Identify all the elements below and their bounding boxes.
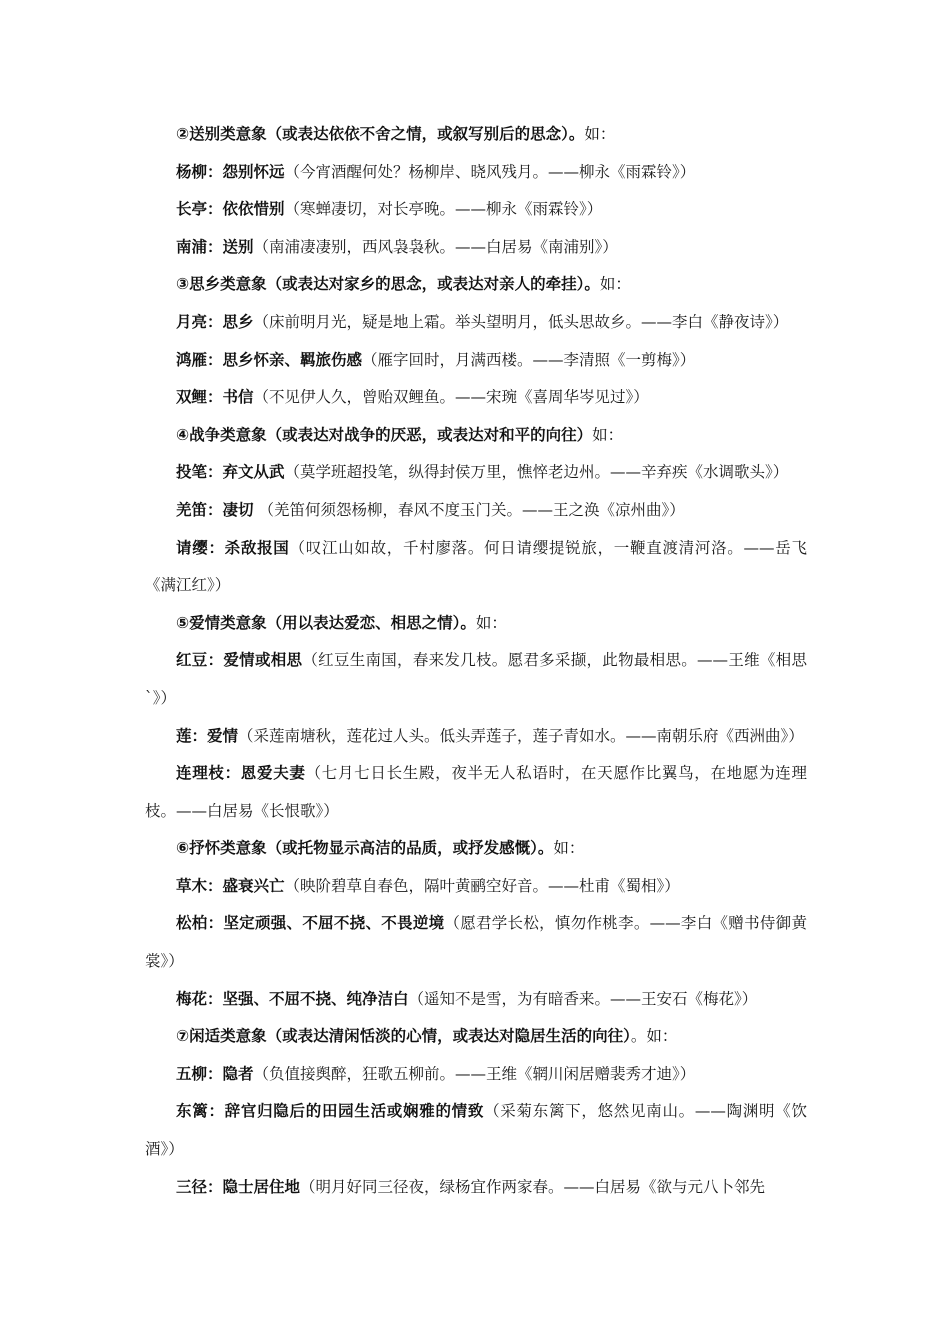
- entry-term: 羌笛: [176, 500, 208, 519]
- section-title: ④战争类意象（或表达对战争的厌恶，或表达对和平的向往）: [176, 425, 593, 444]
- entry-separator: ：: [224, 764, 241, 783]
- image-entry: [145, 342, 807, 380]
- entry-separator: ：: [208, 538, 225, 557]
- entry-separator: ：: [207, 237, 223, 256]
- entry-term: 三径: [176, 1177, 208, 1196]
- section-suffix: 如：: [584, 125, 616, 143]
- entry-meaning: 依依惜别: [222, 200, 285, 219]
- section-heading: [145, 417, 807, 455]
- section-title: ③思乡类意象（或表达对家乡的思念，或表达对亲人的牵挂）。: [176, 275, 600, 294]
- entry-term: 松柏: [176, 914, 208, 933]
- entry-separator: ：: [207, 876, 223, 895]
- entry-separator: ：: [207, 651, 224, 670]
- entry-separator: ：: [207, 463, 223, 482]
- entry-separator: ：: [207, 162, 223, 181]
- entry-example: （雁字回时，月满西楼。——李清照《一剪梅》）: [362, 350, 696, 369]
- image-entry: [145, 1056, 807, 1094]
- entry-separator: ：: [207, 500, 223, 519]
- entry-meaning: 恩爱夫妻: [240, 764, 306, 783]
- entry-example: （红豆生南国，春来发几枝。愿君多采撷，此物最相思。——王维《相思`》）: [145, 651, 807, 707]
- entry-separator: ：: [207, 989, 223, 1008]
- image-entry: [145, 718, 807, 756]
- entry-meaning: 思乡怀亲、羁旅伤感: [222, 350, 363, 369]
- image-entry: [145, 981, 807, 1019]
- entry-example: （负值接舆醉，狂歌五柳前。——王维《辋川闲居赠裴秀才迪》）: [253, 1064, 696, 1083]
- entry-term: 长亭: [176, 200, 208, 219]
- entry-example: （映阶碧草自春色，隔叶黄鹂空好音。——杜甫《蜀相》）: [284, 876, 680, 895]
- entry-example: （明月好同三径夜，绿杨宜作两家春。——白居易《欲与元八卜邻先: [300, 1177, 766, 1196]
- entry-meaning: 弃文从武: [222, 463, 285, 482]
- entry-example: （愿君学长松，慎勿作桃李。——李白《赠书侍御黄裳》）: [145, 914, 807, 971]
- section-title: ⑦闲适类意象（或表达清闲恬淡的心情，或表达对隐居生活的向往）: [176, 1027, 631, 1046]
- entry-term: 双鲤: [176, 388, 208, 407]
- entry-example: （寒蝉凄切，对长亭晚。——柳永《雨霖铃》）: [284, 200, 603, 219]
- entry-term: 五柳: [176, 1064, 208, 1083]
- entry-term: 请缨: [176, 538, 209, 557]
- entry-term: 草木: [176, 876, 208, 895]
- entry-term: 月亮: [176, 312, 208, 331]
- section-heading: [145, 1018, 807, 1056]
- image-entry: [145, 1093, 807, 1168]
- entry-separator: ：: [208, 1102, 225, 1121]
- entry-separator: ：: [207, 914, 224, 933]
- section-suffix: 如：: [553, 839, 585, 858]
- entry-separator: ：: [207, 312, 223, 331]
- entry-separator: ：: [207, 388, 223, 407]
- entry-example: （采莲南塘秋，莲花过人头。低头弄莲子，莲子青如水。——南朝乐府《西洲曲》）: [238, 726, 804, 745]
- entry-term: 东篱: [176, 1102, 209, 1121]
- entry-term: 投笔: [176, 463, 208, 482]
- section-suffix: 。如：: [630, 1027, 678, 1046]
- image-entry: [145, 1169, 807, 1207]
- image-entry: [145, 530, 807, 605]
- entry-meaning: 杀敌报国: [224, 538, 290, 557]
- section-heading: [145, 605, 807, 643]
- entry-term: 连理枝: [176, 764, 225, 783]
- entry-separator: ：: [207, 1177, 223, 1196]
- entry-meaning: 爱情或相思: [223, 651, 303, 670]
- entry-meaning: 爱情: [207, 726, 239, 745]
- section-suffix: 如：: [592, 425, 624, 444]
- document-page: [145, 116, 807, 1206]
- image-entry: [145, 642, 807, 717]
- entry-example: （叹江山如故，千村廖落。何日请缨提锐旅，一鞭直渡清河洛。——岳飞《满江红》）: [145, 538, 807, 595]
- entry-separator: ：: [191, 726, 208, 745]
- entry-term: 南浦: [176, 237, 208, 256]
- entry-meaning: 凄切: [222, 500, 254, 519]
- entry-example: （采菊东篱下，悠然见南山。——陶渊明《饮酒》）: [145, 1102, 807, 1159]
- entry-example: （莫学班超投笔，纵得封侯万里，憔悴老边州。——辛弃疾《水调歌头》）: [284, 463, 789, 482]
- image-entry: [145, 229, 807, 267]
- entry-meaning: 怨别怀远: [222, 162, 285, 181]
- section-heading: [145, 266, 807, 304]
- entry-example: （南浦凄凄别，西风袅袅秋。——白居易《南浦别》）: [253, 237, 618, 256]
- entry-term: 鸿雁: [176, 350, 208, 369]
- entry-separator: ：: [207, 1064, 223, 1083]
- entry-example: （羌笛何须怨杨柳，春风不度玉门关。——王之涣《凉州曲》）: [253, 500, 685, 519]
- entry-meaning: 隐士居住地: [222, 1177, 301, 1196]
- entry-example: （不见伊人久，曾贻双鲤鱼。——宋琬《喜周华岑见过》）: [253, 388, 649, 407]
- entry-meaning: 坚强、不屈不挠、纯净洁白: [222, 989, 409, 1008]
- entry-meaning: 送别: [222, 237, 254, 256]
- entry-meaning: 隐者: [222, 1064, 254, 1083]
- section-title: ②送别类意象（或表达依依不舍之情，或叙写别后的思念）。: [176, 125, 585, 143]
- entry-meaning: 坚定顽强、不屈不挠、不畏逆境: [223, 914, 445, 933]
- section-heading: [145, 116, 807, 154]
- image-entry: [145, 755, 807, 830]
- entry-example: （今宵酒醒何处？杨柳岸、晓风残月。——柳永《雨霖铃》）: [284, 162, 696, 181]
- entry-term: 杨柳: [176, 162, 208, 181]
- section-title: ⑤爱情类意象（用以表达爱恋、相思之情）。: [176, 613, 476, 632]
- image-entry: [145, 454, 807, 492]
- image-entry: [145, 905, 807, 980]
- entry-example: （床前明月光，疑是地上霜。举头望明月，低头思故乡。——李白《静夜诗》）: [253, 312, 789, 331]
- entry-meaning: 书信: [222, 388, 254, 407]
- image-entry: [145, 304, 807, 342]
- entry-meaning: 思乡: [222, 312, 254, 331]
- image-entry: [145, 379, 807, 417]
- entry-meaning: 辞官归隐后的田园生活或娴雅的情致: [224, 1102, 485, 1121]
- entry-example: （遥知不是雪，为有暗香来。——王安石《梅花》）: [408, 989, 758, 1008]
- entry-term: 莲: [176, 726, 192, 745]
- entry-separator: ：: [207, 200, 223, 219]
- entry-separator: ：: [207, 350, 223, 369]
- section-suffix: 如：: [475, 613, 507, 632]
- entry-example: （七月七日长生殿，夜半无人私语时，在天愿作比翼鸟，在地愿为连理枝。——白居易《长恨歌》）: [145, 764, 807, 820]
- section-heading: [145, 830, 807, 868]
- entry-meaning: 盛衰兴亡: [222, 876, 285, 895]
- image-entry: [145, 868, 807, 906]
- image-entry: [145, 191, 807, 229]
- image-entry: [145, 154, 807, 192]
- entry-term: 梅花: [176, 989, 208, 1008]
- section-suffix: 如：: [599, 275, 631, 294]
- section-title: ⑥抒怀类意象（或托物显示高洁的品质，或抒发感慨）。: [176, 839, 554, 858]
- image-entry: [145, 492, 807, 530]
- entry-term: 红豆: [176, 651, 208, 670]
